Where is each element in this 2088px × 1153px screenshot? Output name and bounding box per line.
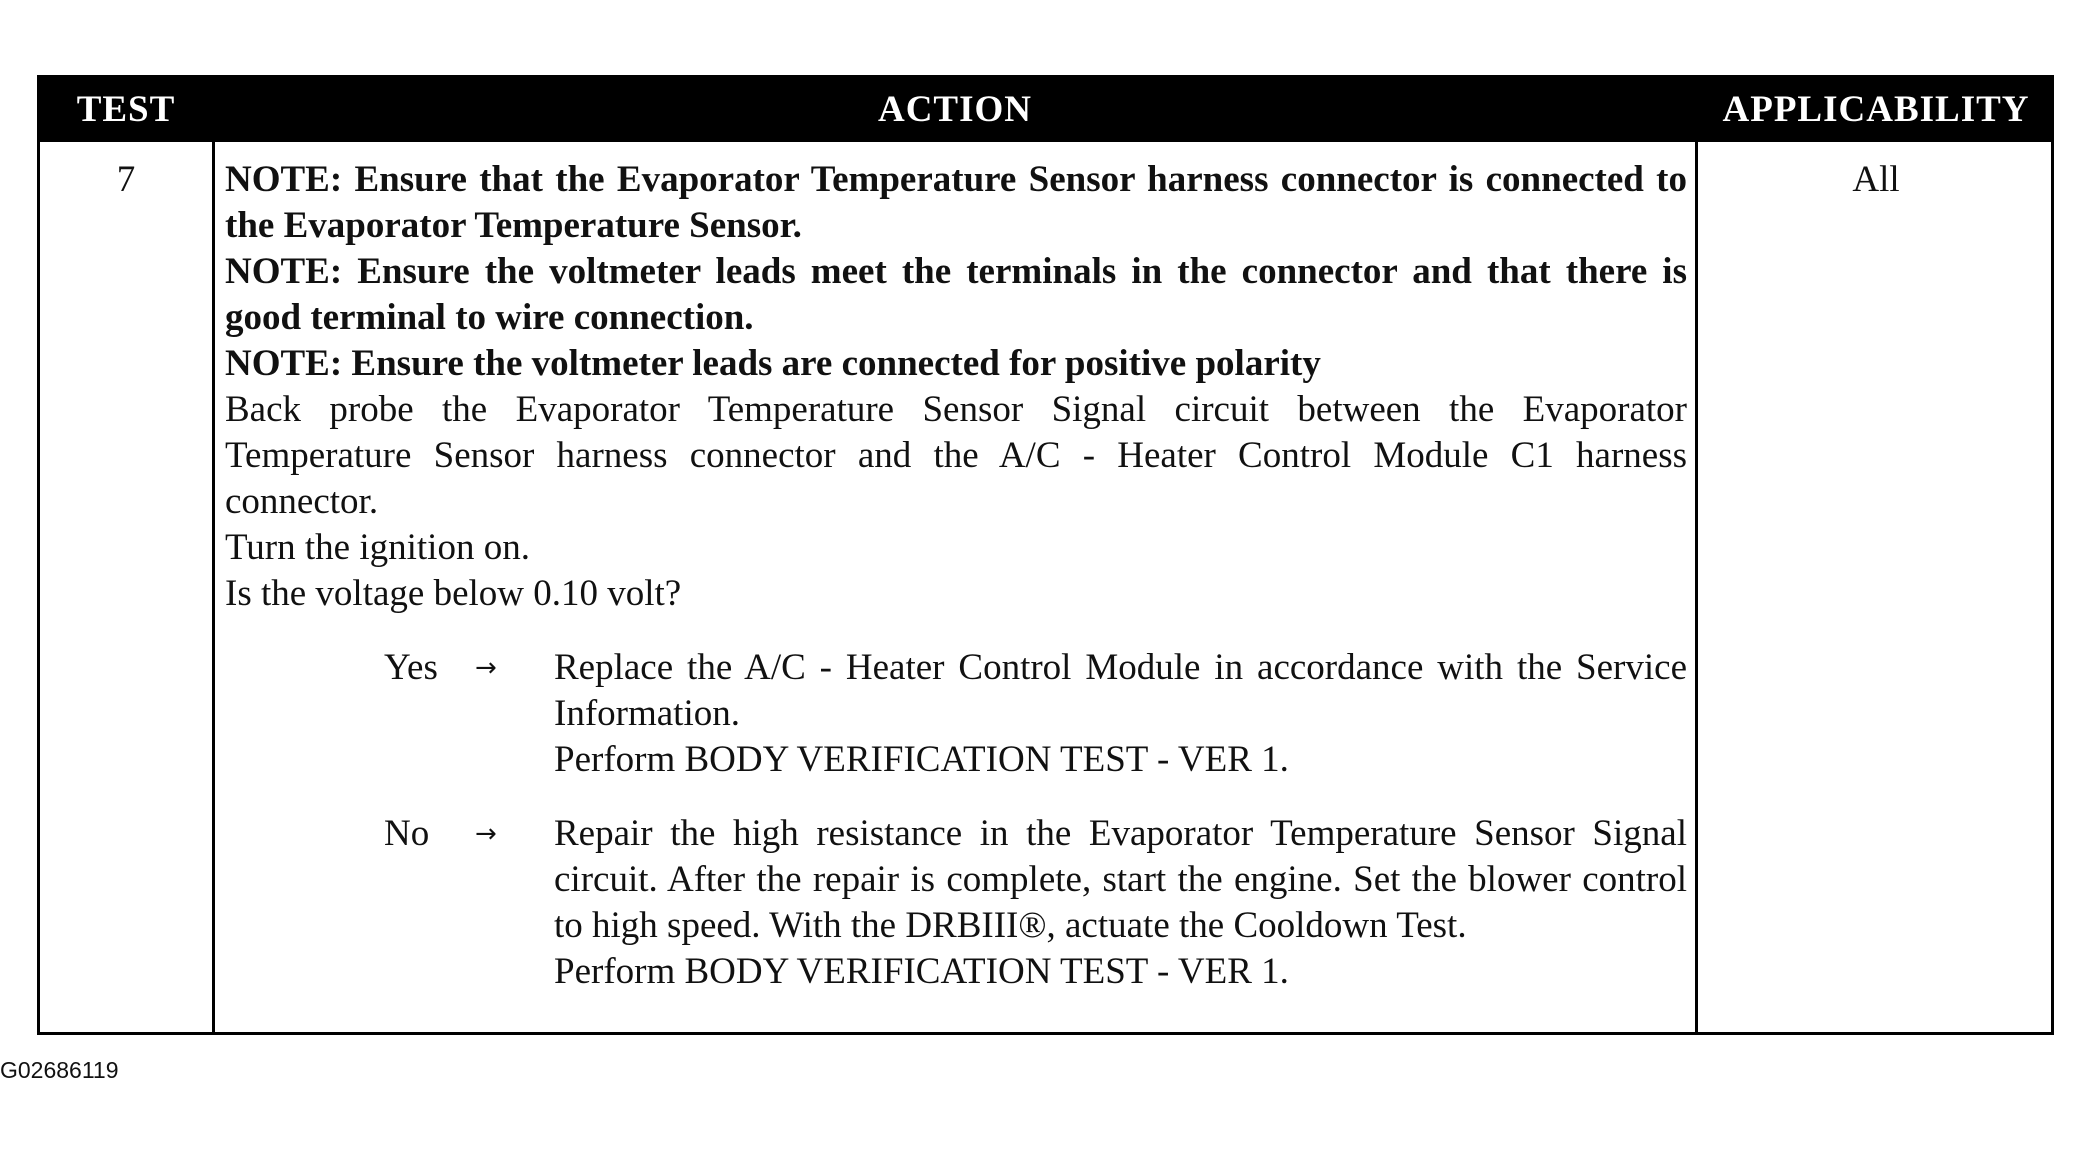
arrow-right-icon: →	[475, 819, 497, 849]
note-polarity: NOTE: Ensure the voltmeter leads are connected for positive polarity	[225, 343, 1321, 384]
outcome-no	[225, 811, 1687, 995]
header-test: TEST	[76, 89, 176, 130]
outcome-no-label: No	[384, 813, 430, 854]
outcome-no-text	[554, 811, 1687, 995]
instruction-back-probe: Back probe the Evaporator Temperature Sensor Signal circuit between the Evaporator Temperature Sensor harness connector and the A/C - Heater Control Module C1 harness connector.	[225, 389, 1687, 522]
test-number: 7	[116, 159, 136, 200]
question-voltage: Is the voltage below 0.10 volt?	[225, 573, 682, 614]
applicability-value: All	[1852, 159, 1900, 200]
note-voltmeter-terminals: NOTE: Ensure the voltmeter leads meet the terminals in the connector and that there is good terminal to wire connection.	[225, 251, 1687, 338]
table-header-row	[40, 78, 2051, 142]
arrow-right-icon: →	[475, 653, 497, 683]
column-divider-applicability	[1695, 78, 1698, 1032]
header-action: ACTION	[877, 89, 1033, 130]
outcome-no-action: Repair the high resistance in the Evaporator Temperature Sensor Signal circuit. After the repair is complete, start the engine. Set the blower control to high speed. With the DRBIII®, actuate the Cooldown Test.	[554, 813, 1687, 946]
outcome-yes-followup: Perform BODY VERIFICATION TEST - VER 1.	[554, 739, 1289, 780]
outcome-yes	[225, 645, 1687, 783]
note-connector: NOTE: Ensure that the Evaporator Temperature Sensor harness connector is connected to the Evaporator Temperature Sensor.	[225, 159, 1687, 246]
header-applicability: APPLICABILITY	[1722, 89, 2030, 130]
outcome-yes-action: Replace the A/C - Heater Control Module in accordance with the Service Information.	[554, 647, 1687, 734]
outcome-yes-label: Yes	[384, 647, 438, 688]
figure-id: G02686119	[0, 1057, 119, 1083]
instruction-ignition: Turn the ignition on.	[225, 527, 530, 568]
diagnostic-test-table	[37, 75, 2054, 1035]
action-cell	[225, 157, 1687, 995]
column-divider-test	[212, 78, 215, 1032]
outcome-yes-text	[554, 645, 1687, 783]
outcome-no-followup: Perform BODY VERIFICATION TEST - VER 1.	[554, 951, 1289, 992]
